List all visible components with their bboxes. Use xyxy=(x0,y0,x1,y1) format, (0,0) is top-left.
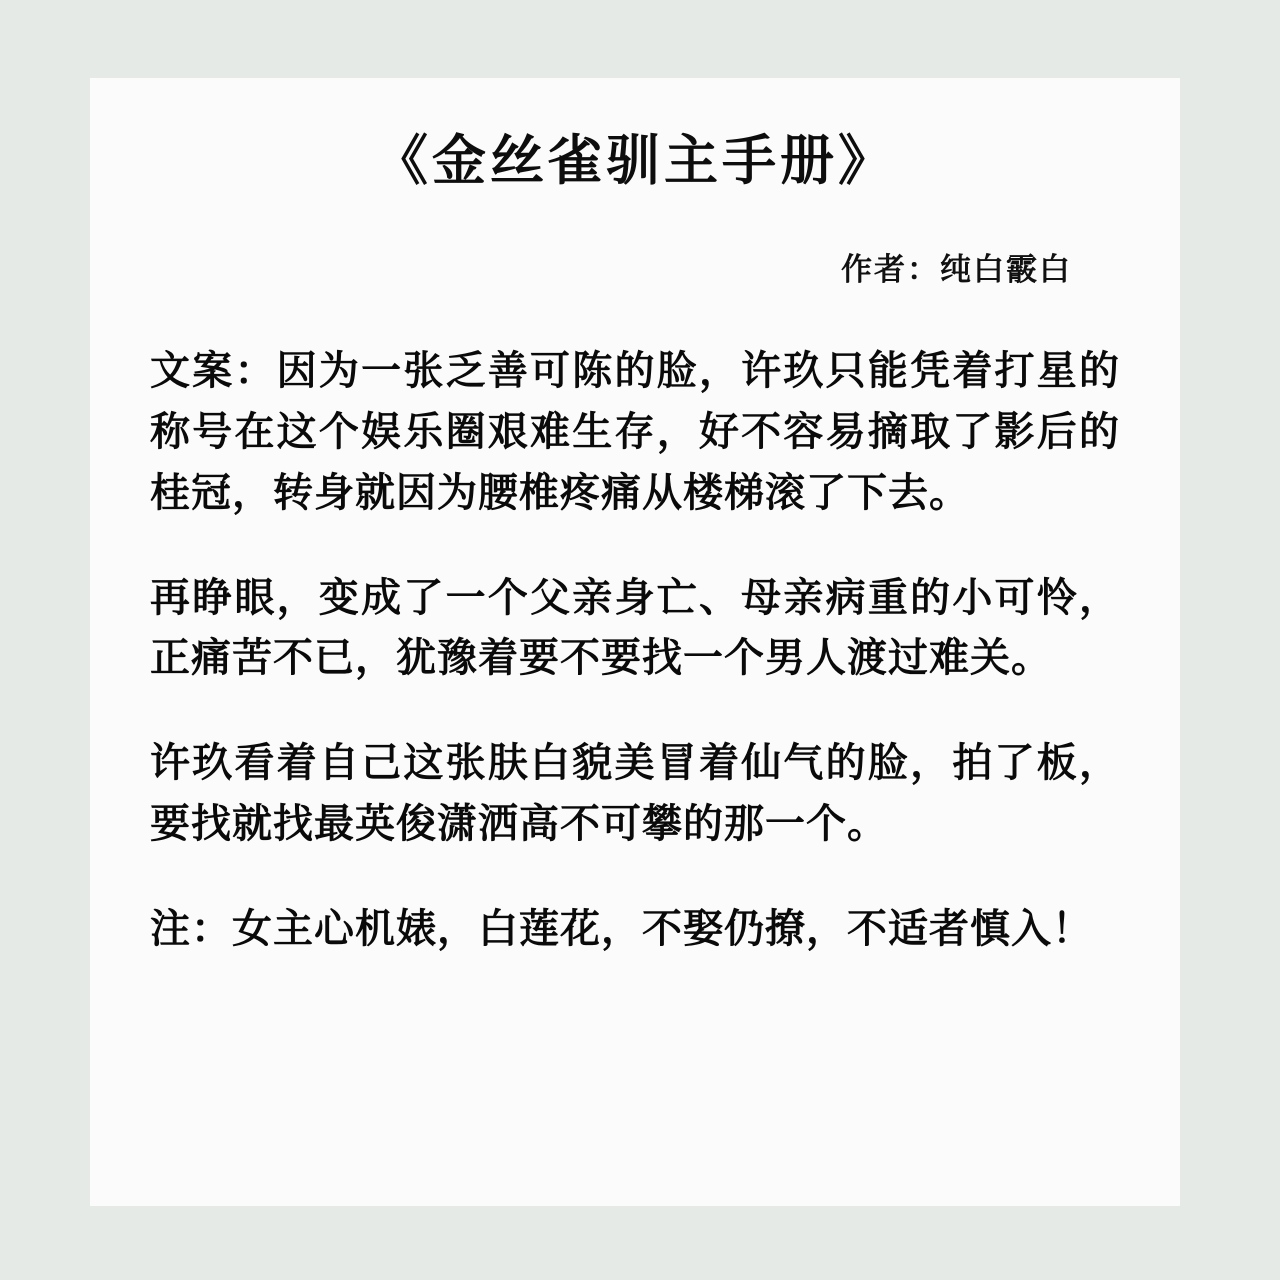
paragraph: 许玖看着自己这张肤白貌美冒着仙气的脸，拍了板，要找就找最英俊潇洒高不可攀的那一个。 xyxy=(150,740,1120,847)
paragraph: 再睁眼，变成了一个父亲身亡、母亲病重的小可怜，正痛苦不已，犹豫着要不要找一个男人渡过难关。 xyxy=(150,574,1120,682)
author-line: 作者：纯白霰白 xyxy=(841,252,1072,289)
document-body xyxy=(150,341,1120,959)
document-card xyxy=(90,78,1180,1206)
page-title: 《金丝雀驯主手册》 xyxy=(374,129,896,192)
paragraph: 文案：因为一张乏善可陈的脸，许玖只能凭着打星的称号在这个娱乐圈艰难生存，好不容易摘取了影后的桂冠，转身就因为腰椎疼痛从楼梯滚了下去。 xyxy=(150,348,1120,516)
paragraph: 注：女主心机婊，白莲花，不娶仍撩，不适者慎入！ xyxy=(150,905,1093,952)
